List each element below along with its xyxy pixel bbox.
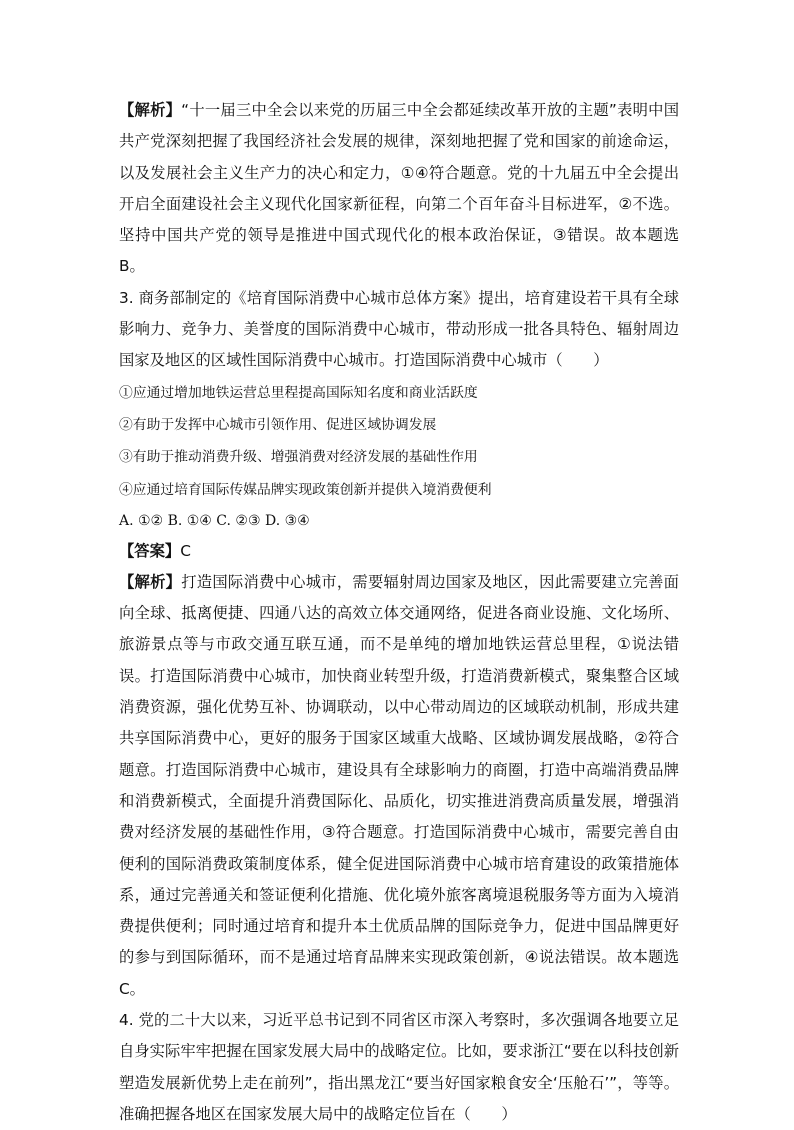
analysis-text: 打造国际消费中心城市，需要辐射周边国家及地区，因此需要建立完善面向全球、抵离便捷、四通八达的高效立体交通网络，促进各商业设施、文化场所、旅游景点等与市政交通互联互通，而不是单纯的增加地铁运营总里程，①说法错误。打造国际消费中心城市，加快商业转型升级，打造消费新模式，聚集整合区域消费资源，强化优势互补、协调联动，以中心带动周边的区域联动机制，形成共建共享国际消费中心，更好的服务于国家区域重大战略、区域协调发展战略，②符合题意。打造国际消费中心城市，建设具有全球影响力的商圈，打造中高端消费品牌和消费新模式，全面提升消费国际化、品质化，切实推进消费高质量发展，增强消费对经济发展的基础性作用，③符合题意。打造国际消费中心城市，需要完善自由便利的国际消费政策制度体系，健全促进国际消费中心城市培育建设的政策措施体系，通过完善通关和签证便利化措施、优化境外旅客离境退税服务等方面为入境消费提供便利；同时通过培育和提升本土优质品牌的国际竞争力，促进中国品牌更好的参与到国际循环，而不是通过培育品牌来实现政策创新，④说法错误。故本题选 C。: [119, 572, 679, 998]
answer-3: [119, 536, 679, 567]
question-3-option-1: ①应通过增加地铁运营总里程提高国际知名度和商业活跃度: [119, 384, 478, 401]
answer-tag: 【答案】: [119, 541, 181, 560]
question-3-option-2: ②有助于发挥中心城市引领作用、促进区域协调发展: [119, 416, 437, 433]
answer-value: C: [180, 541, 191, 560]
question-3-option-4: ④应通过培育国际传媒品牌实现政策创新并提供入境消费便利: [119, 481, 492, 498]
analysis-paragraph-3: [119, 567, 679, 1005]
question-3-choices: A. ①② B. ①④ C. ②③ D. ③④: [119, 512, 310, 529]
question-3-stem: 3. 商务部制定的《培育国际消费中心城市总体方案》提出，培育建设若干具有全球影响力、竞争力、美誉度的国际消费中心城市，带动形成一批各具特色、辐射周边国家及地区的区域性国际消费中心城市。打造国际消费中心城市（ ）: [119, 288, 679, 370]
analysis-tag: 【解析】: [119, 101, 182, 119]
question-4-stem: 4. 党的二十大以来，习近平总书记到不同省区市深入考察时，多次强调各地要立足自身实际牢牢把握在国家发展大局中的战略定位。比如，要求浙江“要在以科技创新塑造发展新优势上走在前列”，指出黑龙江“要当好国家粮食安全‘压舱石’”，等等。准确把握各地区在国家发展大局中的战略定位旨在（ ）: [119, 1011, 679, 1123]
analysis-paragraph-1: [119, 95, 679, 283]
analysis-tag: 【解析】: [119, 572, 182, 591]
analysis-text: “十一届三中全会以来党的历届三中全会都延续改革开放的主题”表明中国共产党深刻把握了我国经济社会发展的规律，深刻地把握了党和国家的前途命运，以及发展社会主义生产力的决心和定力，①④符合题意。党的十九届五中全会提出开启全面建设社会主义现代化国家新征程，向第二个百年奋斗目标进军，②不选。坚持中国共产党的领导是推进中国式现代化的根本政治保证，③错误。故本题选 B。: [119, 101, 679, 276]
document-page: [119, 95, 679, 1130]
question-3-option-3: ③有助于推动消费升级、增强消费对经济发展的基础性作用: [119, 449, 478, 466]
